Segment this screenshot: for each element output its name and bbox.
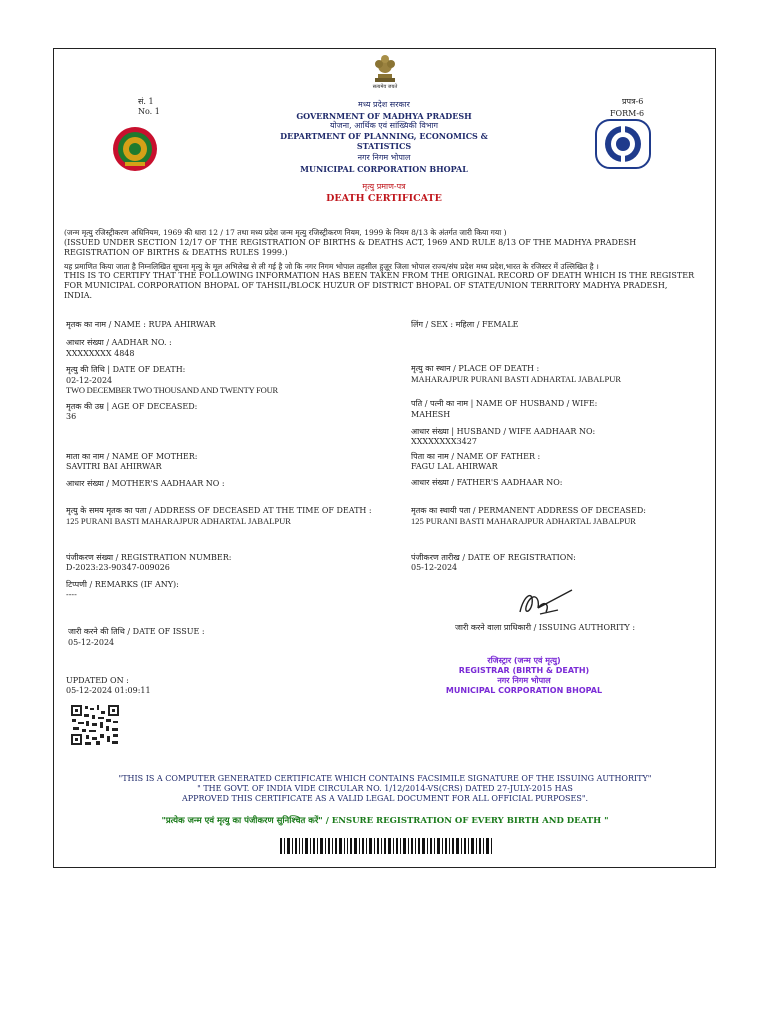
age-value: 36 (66, 412, 77, 421)
registrar-corp-en: MUNICIPAL CORPORATION BHOPAL (445, 686, 603, 695)
address-at-death-label: मृत्यु के समय मृतक का पता / ADDRESS OF DECEASED AT THE TIME OF DEATH : (66, 506, 372, 515)
certify-hi: यह प्रमाणित किया जाता है निम्नलिखित सूचना मृत्यु के मूल अभिलेख से ली गई है जो कि नगर निगम भोपाल तहसील हुज़ूर जिला भोपाल राज्य/संघ प्रदेश मध्य प्रदेश,भारत के रजिस्टर में उल्लिखित है । (64, 261, 599, 271)
corp-en: MUNICIPAL CORPORATION BHOPAL (300, 164, 468, 174)
barcode-icon (280, 838, 492, 854)
date-of-death-value: 02-12-2024 (66, 376, 113, 385)
date-of-death-label: मृत्यु की तिथि | DATE OF DEATH: (66, 365, 186, 374)
slogan-hi: "प्रत्येक जन्म एवं मृत्यु का पंजीकरण सुनिश्चित करें" (161, 816, 323, 826)
dept-en-line1: DEPARTMENT OF PLANNING, ECONOMICS & (280, 131, 488, 141)
address-at-death-value: 125 PURANI BASTI MAHARAJPUR ADHARTAL JABALPUR (66, 516, 291, 526)
dept-hi: योजना, आर्थिक एवं सांख्यिकी विभाग (329, 121, 439, 130)
footer-note-1: "THIS IS A COMPUTER GENERATED CERTIFICATE WHICH CONTAINS FACSIMILE SIGNATURE OF THE ISSUING AUTHORITY" (118, 774, 652, 783)
aadhar-label: आधार संख्या / AADHAR NO. : (66, 338, 172, 347)
deceased-sex: लिंग / SEX : महिला / FEMALE (411, 320, 519, 329)
state-en: GOVERNMENT OF MADHYA PRADESH (296, 111, 472, 121)
father-name-label: पिता का नाम / NAME OF FATHER : (411, 452, 541, 461)
issuing-authority-label: जारी करने वाला प्राधिकारी / ISSUING AUTHORITY : (455, 623, 636, 632)
qr-code-icon (70, 704, 120, 746)
page-title: DEATH CERTIFICATE (326, 193, 442, 204)
footer-note-2: " THE GOVT. OF INDIA VIDE CIRCULAR NO. 1/12/2014-VS(CRS) DATED 27-JULY-2015 HAS (197, 784, 573, 793)
registrar-en: REGISTRAR (BIRTH & DEATH) (458, 666, 590, 675)
place-of-death-label: मृत्यु का स्थान / PLACE OF DEATH : (411, 364, 540, 373)
registrar-hi: रजिस्ट्रार (जन्म एवं मृत्यु) (487, 656, 561, 665)
issue-date-label: जारी करने की तिथि / DATE OF ISSUE : (68, 627, 205, 636)
certify-en-2: FOR MUNICIPAL CORPORATION BHOPAL OF TAHSIL/BLOCK HUZUR OF DISTRICT BHOPAL OF STATE/UNION TERRITORY MADHYA PRADESH, (64, 281, 668, 290)
spouse-aadhaar-label: आधार संख्या | HUSBAND / WIFE AADHAAR NO: (411, 427, 596, 436)
permanent-address-value: 125 PURANI BASTI MAHARAJPUR ADHARTAL JABALPUR (411, 516, 636, 526)
place-of-death-value: MAHARAJPUR PURANI BASTI ADHARTAL JABALPUR (411, 374, 622, 384)
slogan-en: / ENSURE REGISTRATION OF EVERY BIRTH AND DEATH " (322, 816, 609, 826)
emblem-motto: सत्यमेव जयते (372, 84, 398, 90)
certify-en-3: INDIA. (64, 291, 93, 300)
spouse-name-label: पति / पत्नी का नाम | NAME OF HUSBAND / WIFE: (411, 399, 598, 408)
certify-en-1: THIS IS TO CERTIFY THAT THE FOLLOWING INFORMATION HAS BEEN TAKEN FROM THE ORIGINAL RECORD OF DEATH WHICH IS THE REGISTER (64, 271, 695, 280)
title-hi: मृत्यु प्रमाण-पत्र (362, 182, 406, 191)
deceased-name: मृतक का नाम / NAME : RUPA AHIRWAR (66, 320, 216, 329)
updated-on-value: 05-12-2024 01:09:11 (66, 686, 151, 695)
father-aadhaar-label: आधार संख्या / FATHER'S AADHAAR NO: (411, 478, 563, 487)
registrar-corp-hi: नगर निगम भोपाल (497, 676, 551, 685)
spouse-name-value: MAHESH (411, 410, 451, 419)
remarks-value: ---- (66, 590, 77, 599)
dept-en-line2: STATISTICS (356, 141, 412, 151)
form-hi: प्रपत्र-6 (622, 97, 644, 106)
updated-on-label: UPDATED ON : (66, 676, 129, 685)
age-label: मृतक की उम्र | AGE OF DECEASED: (66, 402, 198, 411)
registration-number-value: D-2023:23-90347-009026 (66, 563, 170, 572)
corp-hi: नगर निगम भोपाल (357, 153, 411, 162)
issued-under-en-2: REGISTRATION OF BIRTHS & DEATHS RULES 1999.) (64, 247, 288, 257)
permanent-address-label: मृतक का स्थायी पता / PERMANENT ADDRESS OF DECEASED: (411, 506, 646, 515)
registration-date-value: 05-12-2024 (411, 563, 458, 572)
registration-date-label: पंजीकरण तारीख / DATE OF REGISTRATION: (411, 553, 576, 562)
issued-under-en-1: (ISSUED UNDER SECTION 12/17 OF THE REGISTRATION OF BIRTHS & DEATHS ACT, 1969 AND RULE 8/13 OF THE MADHYA PRADESH (64, 237, 637, 247)
aadhar-value: XXXXXXXX 4848 (66, 349, 135, 358)
ashoka-emblem-icon (372, 54, 398, 88)
issue-date-value: 05-12-2024 (68, 638, 115, 647)
footer-note-3: APPROVED THIS CERTIFICATE AS A VALID LEGAL DOCUMENT FOR ALL OFFICIAL PURPOSES". (181, 794, 589, 803)
state-hi: मध्य प्रदेश सरकार (358, 100, 410, 109)
spouse-aadhaar-value: XXXXXXXX3427 (411, 437, 477, 446)
remarks-label: टिप्पणी / REMARKS (IF ANY): (66, 580, 179, 589)
crs-logo-icon (595, 119, 651, 169)
issued-under-hi: (जन्म मृत्यु रजिस्ट्रीकरण अधिनियम, 1969 की धारा 12 / 17 तथा मध्य प्रदेश जन्म मृत्यु रजिस्ट्रीकरण नियम, 1999 के नियम 8/13 के अंतर्गत जारी किया गया ) (64, 228, 507, 237)
footer-slogan (60, 816, 710, 827)
mother-aadhaar-label: आधार संख्या / MOTHER'S AADHAAR NO : (66, 479, 225, 488)
form-en: FORM-6 (610, 109, 645, 118)
mother-name-value: SAVITRI BAI AHIRWAR (66, 462, 162, 471)
mp-state-seal-icon (112, 126, 158, 172)
father-name-value: FAGU LAL AHIRWAR (411, 462, 498, 471)
signature-image (510, 584, 582, 620)
serial-en: No. 1 (138, 107, 160, 116)
date-of-death-words: TWO DECEMBER TWO THOUSAND AND TWENTY FOUR (66, 385, 279, 395)
mother-name-label: माता का नाम / NAME OF MOTHER: (66, 452, 198, 461)
serial-hi: सं. 1 (138, 97, 154, 106)
registration-number-label: पंजीकरण संख्या / REGISTRATION NUMBER: (66, 553, 232, 562)
